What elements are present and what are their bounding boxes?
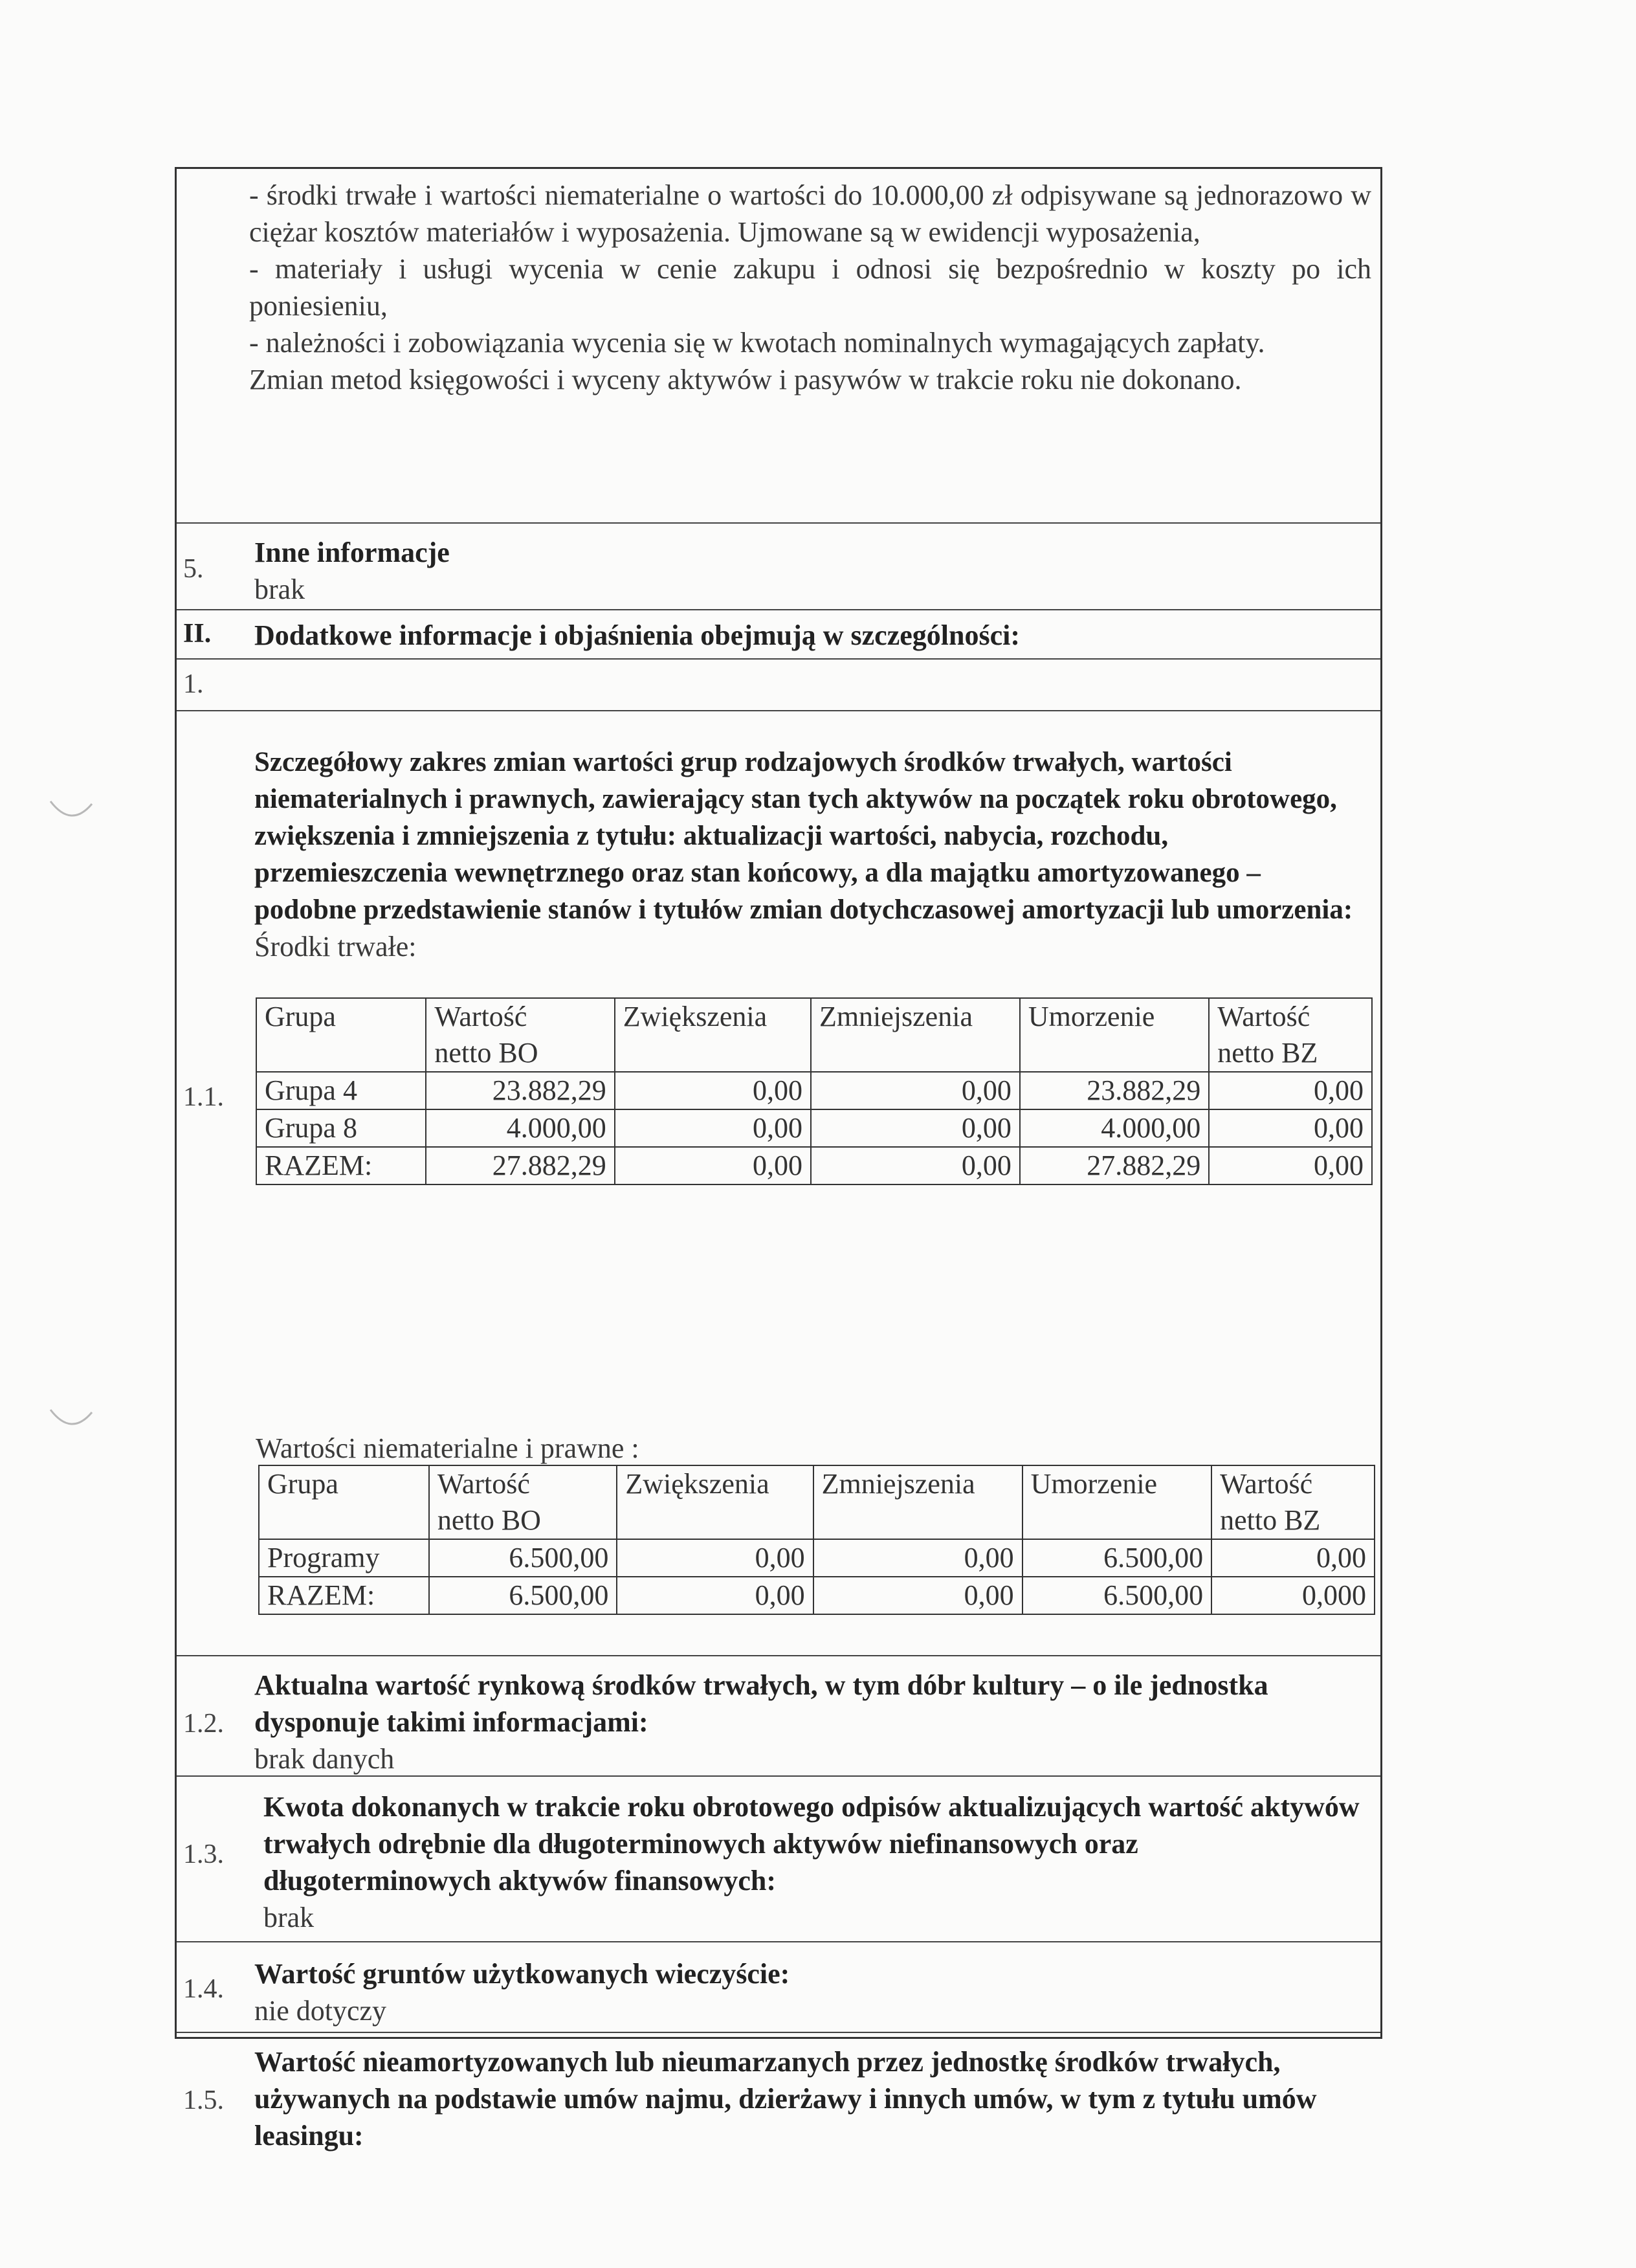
table-cell: Grupa 4 [256, 1072, 426, 1109]
section-number: 1.4. [183, 1974, 224, 2004]
section-number: 1.3. [183, 1840, 224, 1869]
table-cell: 6.500,00 [1022, 1577, 1211, 1614]
table-cell: 27.882,29 [1020, 1147, 1209, 1184]
section-title: Kwota dokonanych w trakcie roku obrotowego odpisów aktualizujących wartość aktywów trwałych odrębnie dla długoterminowych aktywów niefinansowych oraz długoterminowych aktywów finansowych: [263, 1791, 1360, 1896]
table-cell: RAZEM: [259, 1577, 429, 1614]
table-cell: 0,00 [617, 1539, 813, 1577]
table-row [259, 1539, 1375, 1577]
table-header-row [259, 1465, 1375, 1539]
header-cell: Zmniejszenia [811, 998, 1020, 1072]
table-cell: RAZEM: [256, 1147, 426, 1184]
row-item-1 [177, 660, 1380, 711]
section-title: Wartość nieamortyzowanych lub nieumarzanych przez jednostkę środków trwałych, używanych na podstawie umów najmu, dzierżawy i innych umów, w tym z tytułu umów leasingu: [254, 2046, 1317, 2151]
table-cell: 0,00 [811, 1072, 1020, 1109]
policy-line-3: - należności i zobowiązania wycenia się w kwotach nominalnych wymagających zapłaty. [249, 327, 1265, 359]
header-cell: Zwiększenia [615, 998, 811, 1072]
section-value: nie dotyczy [254, 1995, 387, 2027]
table-row [259, 1577, 1375, 1614]
section-value: brak danych [254, 1743, 395, 1775]
policy-line-2: - materiały i usługi wycenia w cenie zakupu i odnosi się bezpośrednio w koszty po ich poniesieniu, [249, 253, 1371, 322]
table-cell: 27.882,29 [426, 1147, 614, 1184]
row-section-1-1 [177, 711, 1380, 1656]
header-cell: Grupa [259, 1465, 429, 1539]
table-caption-fixed-assets: Środki trwałe: [254, 931, 417, 962]
section-title: Wartość gruntów użytkowanych wieczyście: [254, 1958, 790, 1990]
table-caption-intangibles: Wartości niematerialne i prawne : [256, 1432, 639, 1464]
section-title: Inne informacje [254, 537, 450, 568]
intangibles-table [258, 1465, 1375, 1615]
section-number: II. [183, 619, 212, 649]
header-cell: Wartość netto BZ [1209, 998, 1372, 1072]
header-cell: Umorzenie [1022, 1465, 1211, 1539]
table-cell: 0,00 [615, 1072, 811, 1109]
table-header-row [256, 998, 1372, 1072]
row-section-5 [177, 524, 1380, 610]
section-number: 5. [183, 554, 204, 584]
row-policies [177, 169, 1380, 524]
header-cell: Zmniejszenia [813, 1465, 1022, 1539]
table-cell: 0,00 [617, 1577, 813, 1614]
row-section-1-3 [177, 1777, 1380, 1942]
header-cell: Grupa [256, 998, 426, 1072]
table-cell: 0,00 [1211, 1539, 1375, 1577]
table-cell: 0,00 [811, 1109, 1020, 1147]
section-value: brak [254, 573, 305, 605]
section-title: Szczegółowy zakres zmian wartości grup rodzajowych środków trwałych, wartości niematerialnych i prawnych, zawierający stan tych aktywów na początek roku obrotowego, zwiększenia i zmniejszenia z tytułu: aktualizacji wartości, nabycia, rozchodu, przemieszczenia wewnętrznego oraz stan końcowy, a dla majątku amortyzowanego – podobne przedstawienie stanów i tytułów zmian dotychczasowej amortyzacji lub umorzenia: [254, 747, 1353, 925]
row-section-1-2 [177, 1656, 1380, 1777]
policy-line-4: Zmian metod księgowości i wyceny aktywów i pasywów w trakcie roku nie dokonano. [249, 364, 1242, 395]
section-value: brak [263, 1902, 315, 1933]
table-cell: 6.500,00 [429, 1577, 617, 1614]
table-cell: 0,00 [615, 1109, 811, 1147]
table-cell: 0,00 [811, 1147, 1020, 1184]
table-cell: Programy [259, 1539, 429, 1577]
row-section-1-4 [177, 1942, 1380, 2033]
table-cell: 4.000,00 [426, 1109, 614, 1147]
scan-hole-mark-top [45, 796, 97, 835]
section-title: Dodatkowe informacje i objaśnienia obejmują w szczególności: [254, 619, 1020, 651]
table-cell: 0,000 [1211, 1577, 1375, 1614]
section-number: 1.5. [183, 2085, 224, 2115]
header-cell: Umorzenie [1020, 998, 1209, 1072]
fixed-assets-table [256, 997, 1373, 1185]
table-cell: 6.500,00 [1022, 1539, 1211, 1577]
table-cell: 0,00 [813, 1539, 1022, 1577]
document-frame [175, 167, 1382, 2151]
table-cell: 23.882,29 [1020, 1072, 1209, 1109]
header-cell: Wartość netto BO [429, 1465, 617, 1539]
section-title: Aktualna wartość rynkową środków trwałych, w tym dóbr kultury – o ile jednostka dysponuje takimi informacjami: [254, 1669, 1268, 1738]
header-cell: Zwiększenia [617, 1465, 813, 1539]
section-number: 1.2. [183, 1709, 224, 1739]
policy-line-1: - środki trwałe i wartości niematerialne o wartości do 10.000,00 zł odpisywane są jednorazowo w ciężar kosztów materiałów i wyposażenia. Ujmowane są w ewidencji wyposażenia, [249, 179, 1371, 248]
table-cell: 0,00 [813, 1577, 1022, 1614]
header-cell: Wartość netto BZ [1211, 1465, 1375, 1539]
table-cell: 0,00 [1209, 1109, 1372, 1147]
table-row [256, 1147, 1372, 1184]
table-cell: 0,00 [615, 1147, 811, 1184]
table-cell: 23.882,29 [426, 1072, 614, 1109]
row-section-II [177, 610, 1380, 660]
header-cell: Wartość netto BO [426, 998, 614, 1072]
table-cell: 0,00 [1209, 1072, 1372, 1109]
table-cell: 0,00 [1209, 1147, 1372, 1184]
scan-hole-mark-bottom [45, 1405, 97, 1443]
table-cell: 6.500,00 [429, 1539, 617, 1577]
section-number: 1. [183, 669, 204, 699]
section-number: 1.1. [183, 1082, 224, 1112]
table-row [256, 1109, 1372, 1147]
table-row [256, 1072, 1372, 1109]
table-cell: Grupa 8 [256, 1109, 426, 1147]
table-cell: 4.000,00 [1020, 1109, 1209, 1147]
